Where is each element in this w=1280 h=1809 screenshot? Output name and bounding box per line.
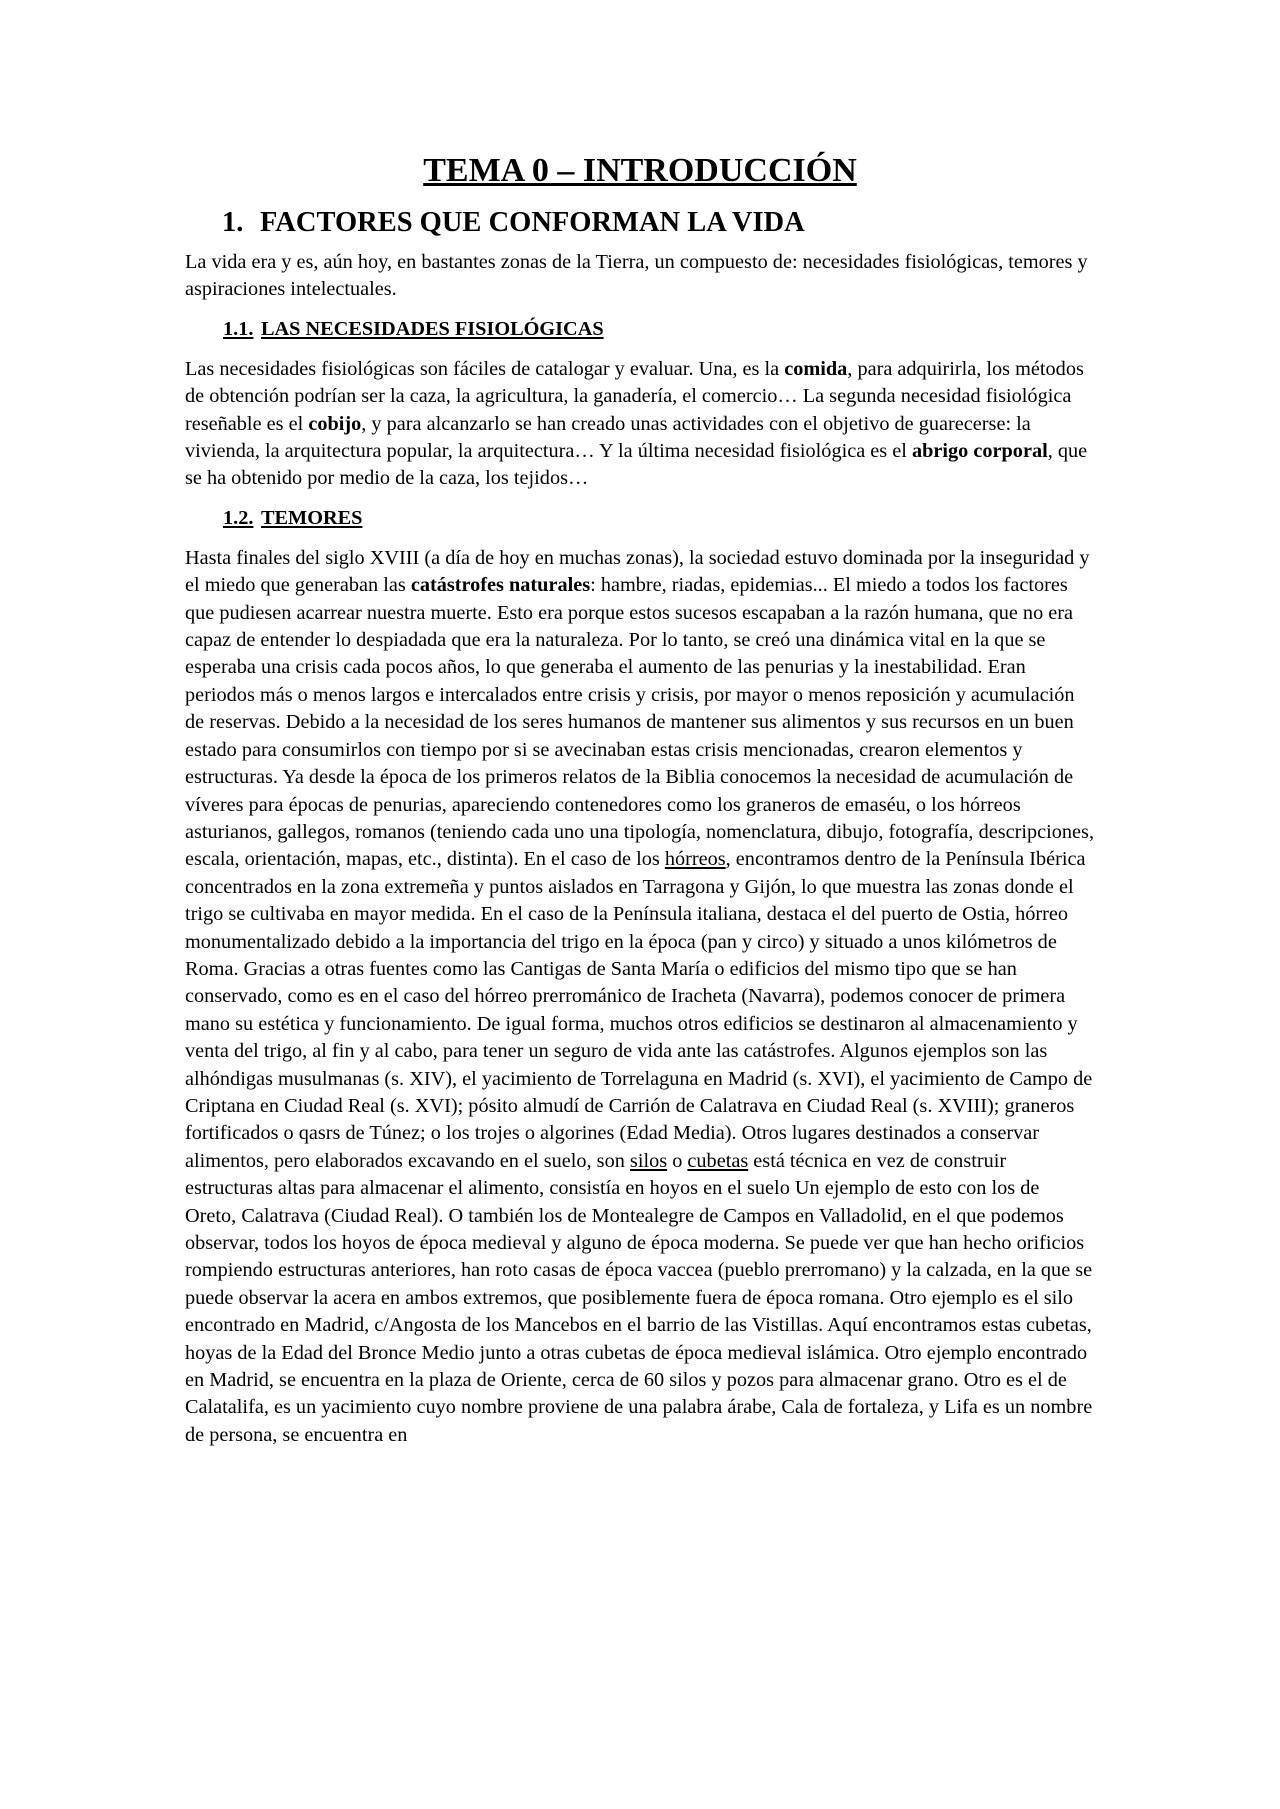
paragraph-temores bbox=[185, 545, 1095, 1449]
page-title: TEMA 0 – INTRODUCCIÓN bbox=[423, 152, 857, 189]
subsection-heading-text: TEMORES bbox=[261, 506, 363, 529]
bold-term-catastrofes: catástrofes naturales bbox=[410, 574, 591, 597]
section-heading-text: FACTORES QUE CONFORMAN LA VIDA bbox=[260, 207, 805, 238]
subsection-heading-1-2 bbox=[223, 505, 1095, 545]
subsection-heading-text: LAS NECESIDADES FISIOLÓGICAS bbox=[261, 317, 604, 340]
section-number: 1. bbox=[222, 207, 244, 238]
text-run: , para adquirirla, los métodos de obtención podrían ser la caza, la agricultura, la ganadería, el comercio… La segunda necesidad fisiológica reseñable es el bbox=[185, 357, 1084, 435]
underlined-term-cubetas: cubetas bbox=[687, 1149, 749, 1172]
bold-term-comida: comida bbox=[784, 357, 848, 380]
subsection-number: 1.2. bbox=[223, 506, 254, 529]
subsection-heading-1-1 bbox=[223, 316, 1095, 356]
text-run: está técnica en vez de construir estructuras altas para almacenar el alimento, consistía en hoyos en el suelo Un ejemplo de esto con los de Oreto, Calatrava (Ciudad Real). O también los de Montealegre de Campos en Valladolid, en el que podemos observar, todos los hoyos de época medieval y alguno de época moderna. Se puede ver que han hecho orificios rompiendo estructuras anteriores, han roto casas de época vaccea (pueblo prerromano) y la calzada, en la que se puede observar la acera en ambos extremos, que posiblemente fuera de época romana. Otro ejemplo es el silo encontrado en Madrid, c/Angosta de los Mancebos en el barrio de las Vistillas. Aquí encontramos estas cubetas, hoyas de la Edad del Bronce Medio junto a otras cubetas de época medieval islámica. Otro ejemplo encontrado en Madrid, se encuentra en la plaza de Oriente, cerca de 60 silos y pozos para almacenar grano. Otro es el de Calatalifa, es un yacimiento cuyo nombre proviene de una palabra árabe, Cala de fortaleza, y Lifa es un nombre de persona, se encuentra en bbox=[185, 1149, 1093, 1446]
section-heading-1 bbox=[222, 205, 1095, 249]
text-run: , encontramos dentro de la Península Ibérica concentrados en la zona extremeña y puntos aislados en Tarragona y Gijón, lo que muestra las zonas donde el trigo se cultivaba en mayor medida. En el caso de la Península italiana, destaca el del puerto de Ostia, hórreo monumentalizado debido a la importancia del trigo en la época (pan y circo) y situado a unos kilómetros de Roma. Gracias a otras fuentes como las Cantigas de Santa María o edificios del mismo tipo que se han conservado, como es en el caso del hórreo prerrománico de Iracheta (Navarra), podemos conocer de primera mano su estética y funcionamiento. De igual forma, muchos otros edificios se destinaron al almacenamiento y venta del trigo, al fin y al cabo, para tener un seguro de vida ante las catástrofes. Algunos ejemplos son las alhóndigas musulmanas (s. XIV), el yacimiento de Torrelaguna en Madrid (s. XVI), el yacimiento de Campo de Criptana en Ciudad Real (s. XVI); pósito almudí de Carrión de Calatrava en Ciudad Real (s. XVIII); graneros fortificados o qasrs de Túnez; o los trojes o algorines (Edad Media). Otros lugares destinados a conservar alimentos, pero elaborados excavando en el suelo, son bbox=[185, 848, 1093, 1172]
paragraph-necesidades bbox=[185, 356, 1095, 493]
bold-term-abrigo: abrigo corporal bbox=[911, 440, 1048, 463]
underlined-term-horreos: hórreos bbox=[664, 848, 726, 871]
intro-paragraph: La vida era y es, aún hoy, en bastantes zonas de la Tierra, un compuesto de: necesidades fisiológicas, temores y aspiraciones intelectuales. bbox=[185, 251, 1088, 301]
text-run: : hambre, riadas, epidemias... El miedo a todos los factores que pudiesen acarrear nuestra muerte. Esto era porque estos sucesos escapaban a la razón humana, que no era capaz de entender lo despiadada que era la naturaleza. Por lo tanto, se creó una dinámica vital en la que se esperaba una crisis cada pocos años, lo que generaba el aumento de las penurias y la inestabilidad. Eran periodos más o menos largos e intercalados entre crisis y crisis, por mayor o menos reposición y acumulación de reservas. Debido a la necesidad de los seres humanos de mantener sus alimentos y sus recursos en un buen estado para consumirlos con tiempo por si se avecinaban estas crisis mencionadas, crearon elementos y estructuras. Ya desde la época de los primeros relatos de la Biblia conocemos la necesidad de acumulación de víveres para épocas de penurias, apareciendo contenedores como los graneros de emaséu, o los hórreos asturianos, gallegos, romanos (teniendo cada uno una tipología, nomenclatura, dibujo, fotografía, descripciones, escala, orientación, mapas, etc., distinta). En el caso de los bbox=[185, 574, 1095, 871]
bold-term-cobijo: cobijo bbox=[308, 412, 362, 435]
text-run: o bbox=[667, 1149, 688, 1172]
text-run: Hasta finales del siglo XVIII (a día de hoy en muchas zonas), la sociedad estuvo dominada por la inseguridad y el miedo que generaban las bbox=[185, 546, 1090, 597]
subsection-number: 1.1. bbox=[223, 317, 254, 340]
text-run: , y para alcanzarlo se han creado unas actividades con el objetivo de guarecerse: la vivienda, la arquitectura popular, la arquitectura… Y la última necesidad fisiológica es el bbox=[185, 412, 1031, 463]
text-run: Las necesidades fisiológicas son fáciles de catalogar y evaluar. Una, es la bbox=[185, 357, 785, 380]
underlined-term-silos: silos bbox=[629, 1149, 668, 1172]
text-run: , que se ha obtenido por medio de la caza, los tejidos… bbox=[185, 440, 1088, 490]
